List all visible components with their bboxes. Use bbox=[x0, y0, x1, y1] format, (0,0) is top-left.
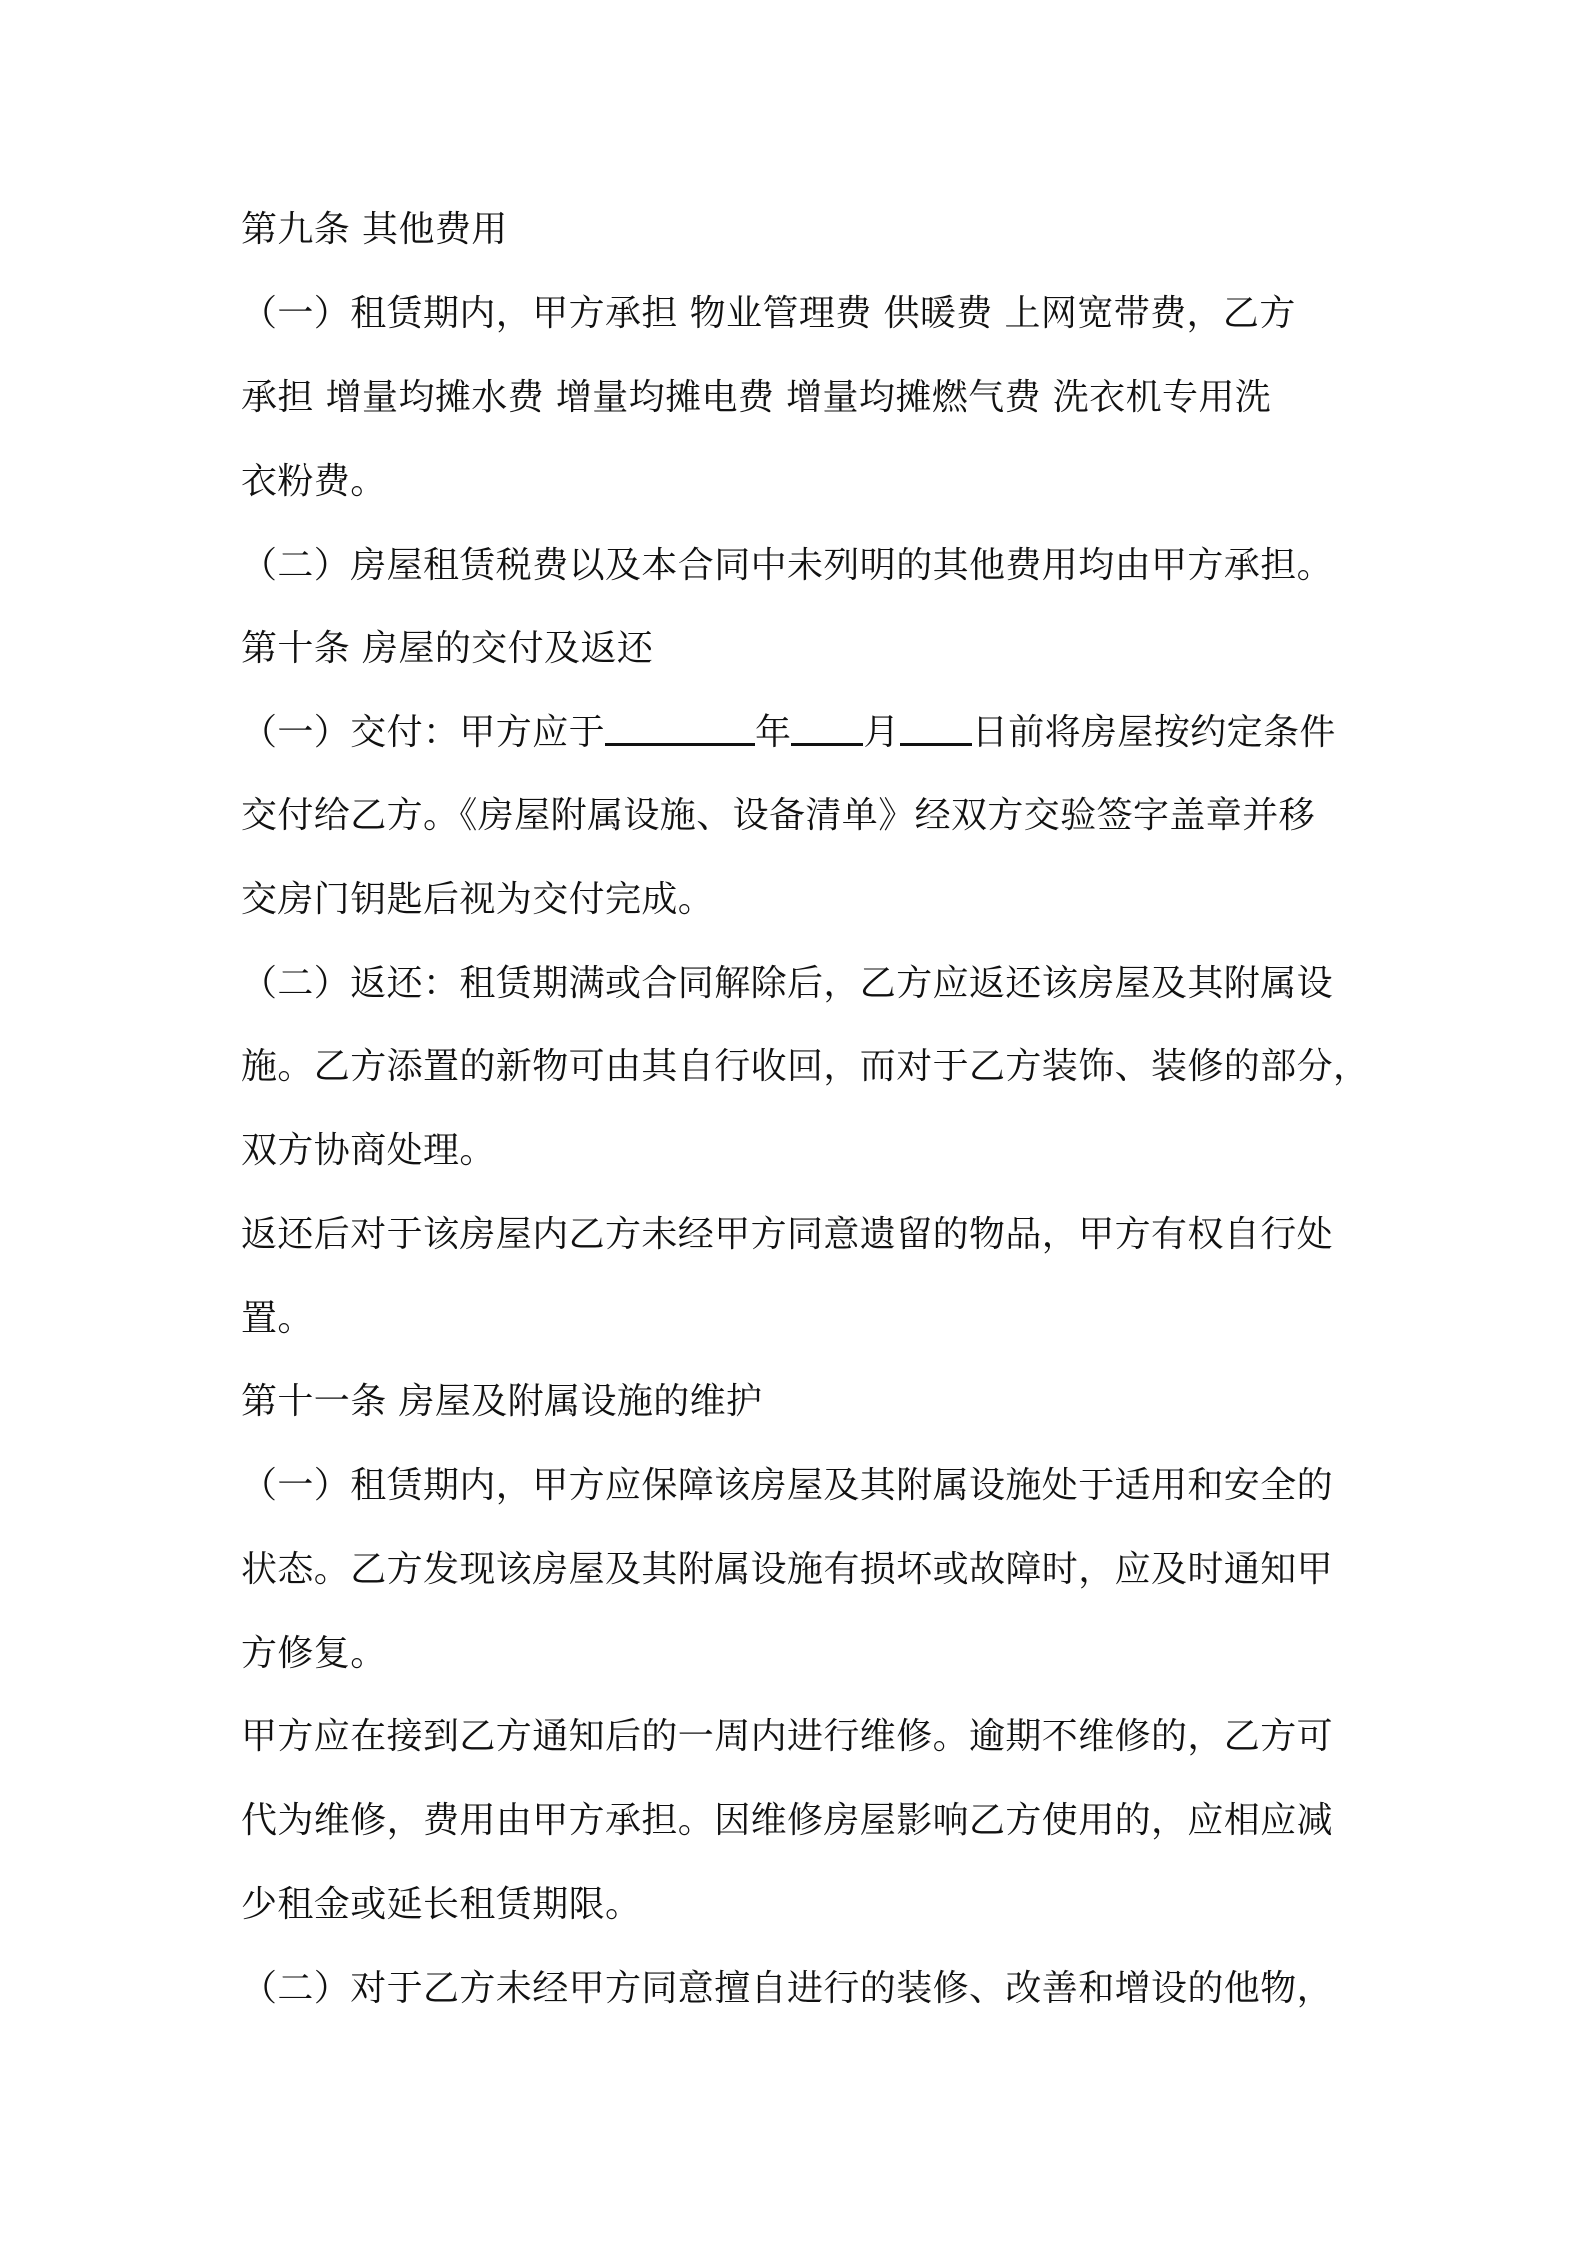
article-10-clause-1-line-1 bbox=[241, 710, 1361, 756]
delivery-date-suffix: 日前将房屋按约定条件 bbox=[971, 712, 1336, 753]
year-blank[interactable] bbox=[605, 713, 755, 746]
article-11-clause-1-line-3: 方修复。 bbox=[241, 1633, 387, 1674]
article-11-heading: 第十一条 房屋及附属设施的维护 bbox=[241, 1381, 763, 1422]
article-10-clause-3-line-2: 置。 bbox=[241, 1298, 314, 1339]
article-11-clause-2-line-1: （二）对于乙方未经甲方同意擅自进行的装修、改善和增设的他物， bbox=[241, 1968, 1334, 2009]
article-9-clause-2-line-1: （二）房屋租赁税费以及本合同中未列明的其他费用均由甲方承担。 bbox=[241, 545, 1334, 586]
delivery-date-prefix: （一）交付：甲方应于 bbox=[241, 712, 606, 753]
article-9-heading: 第九条 其他费用 bbox=[241, 209, 508, 250]
article-10-heading: 第十条 房屋的交付及返还 bbox=[241, 628, 654, 669]
article-10-clause-2-line-3: 双方协商处理。 bbox=[241, 1130, 496, 1171]
article-9-clause-1-line-1: （一）租赁期内，甲方承担 物业管理费 供暖费 上网宽带费，乙方 bbox=[241, 293, 1296, 334]
article-11-clause-1b-line-1: 甲方应在接到乙方通知后的一周内进行维修。逾期不维修的，乙方可 bbox=[241, 1716, 1334, 1757]
article-11-clause-1b-line-2: 代为维修，费用由甲方承担。因维修房屋影响乙方使用的，应相应减 bbox=[241, 1800, 1334, 1841]
article-9-clause-1-line-2: 承担 增量均摊水费 增量均摊电费 增量均摊燃气费 洗衣机专用洗 bbox=[241, 377, 1272, 418]
article-10-clause-1-line-3: 交房门钥匙后视为交付完成。 bbox=[241, 879, 715, 920]
article-11-clause-1-line-2: 状态。乙方发现该房屋及其附属设施有损坏或故障时，应及时通知甲 bbox=[241, 1549, 1334, 1590]
article-10-clause-3-line-1: 返还后对于该房屋内乙方未经甲方同意遗留的物品，甲方有权自行处 bbox=[241, 1214, 1334, 1255]
article-10-clause-2-line-2: 施。乙方添置的新物可由其自行收回，而对于乙方装饰、装修的部分， bbox=[241, 1046, 1370, 1087]
article-9-clause-1-line-3: 衣粉费。 bbox=[241, 461, 387, 502]
month-label: 月 bbox=[863, 712, 900, 753]
article-10-clause-2-line-1: （二）返还：租赁期满或合同解除后，乙方应返还该房屋及其附属设 bbox=[241, 963, 1334, 1004]
article-10-clause-1-line-2: 交付给乙方。《房屋附属设施、设备清单》经双方交验签字盖章并移 bbox=[241, 795, 1316, 836]
year-label: 年 bbox=[755, 712, 792, 753]
day-blank[interactable] bbox=[900, 713, 972, 746]
article-11-clause-1-line-1: （一）租赁期内，甲方应保障该房屋及其附属设施处于适用和安全的 bbox=[241, 1465, 1334, 1506]
month-blank[interactable] bbox=[791, 713, 863, 746]
article-11-clause-1b-line-3: 少租金或延长租赁期限。 bbox=[241, 1884, 642, 1925]
